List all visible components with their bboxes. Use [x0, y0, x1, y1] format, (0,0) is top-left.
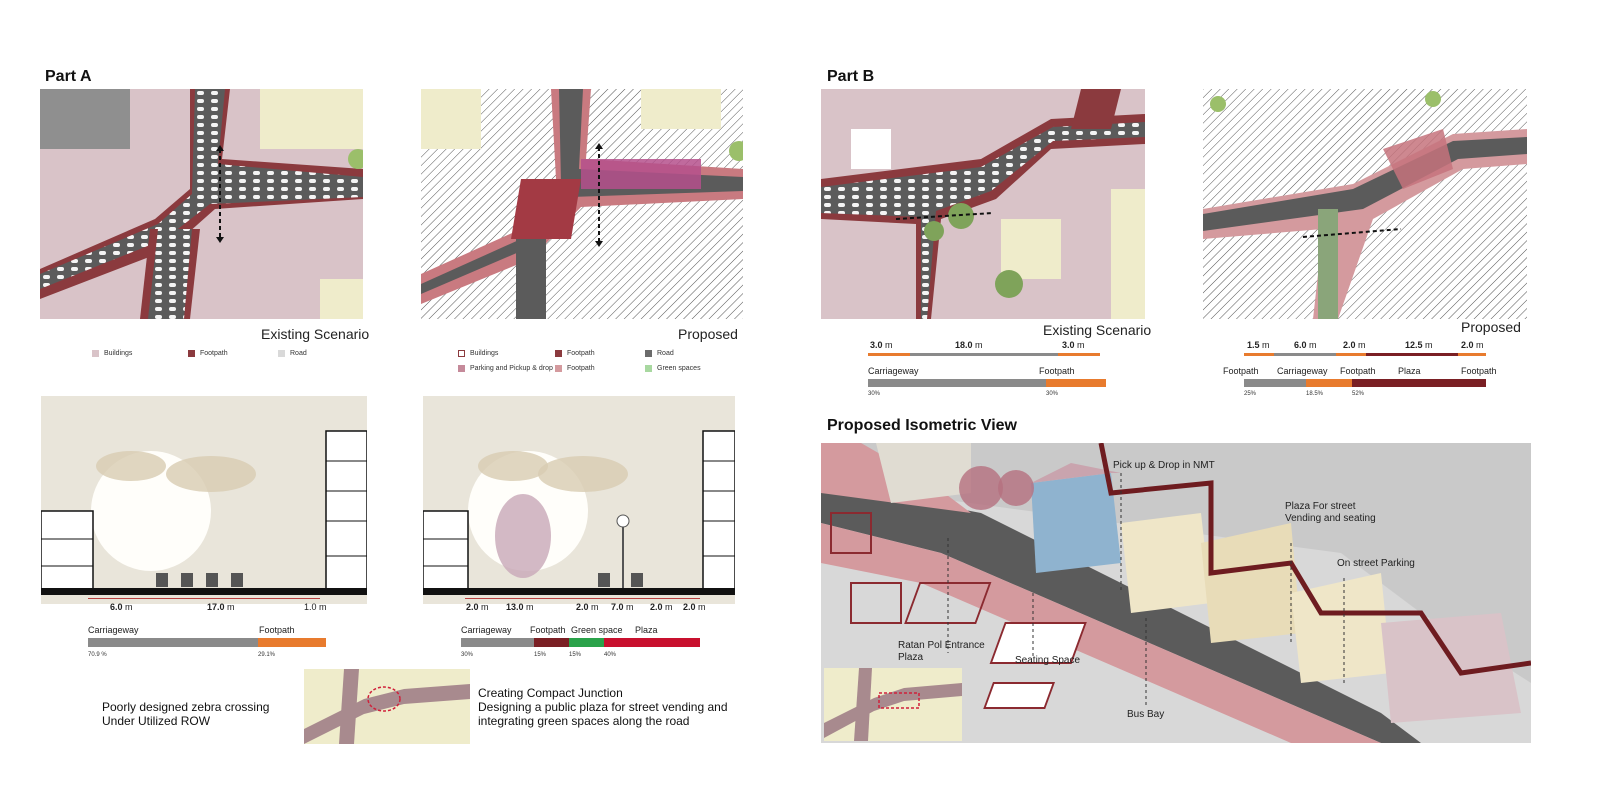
section-dim-line	[88, 598, 320, 599]
bar-label-plaza: Plaza	[635, 625, 658, 635]
bar-footpath	[258, 638, 326, 647]
dim-bar	[868, 353, 910, 356]
buildings-swatch	[458, 350, 465, 357]
note-existing: Poorly designed zebra crossing Under Utilized ROW	[102, 700, 270, 728]
pct-label: 40%	[604, 652, 617, 658]
dim-bar	[1336, 353, 1366, 356]
dim-label: 18.0 m	[955, 340, 983, 350]
bar-footpath	[1046, 379, 1106, 387]
iso-label-seating: Seating Space	[1015, 655, 1081, 666]
part-b-title: Part B	[827, 68, 875, 85]
bar-label-carriageway: Carriageway	[868, 366, 919, 376]
pct-label: 30%	[868, 391, 881, 397]
bar-carriageway	[1244, 379, 1306, 387]
section-dim-line	[465, 598, 700, 599]
buildings-swatch	[92, 350, 99, 357]
dim-label: 2.0 m	[576, 602, 599, 612]
pct-label: 30%	[1046, 391, 1059, 397]
iso-label-bus-bay: Bus Bay	[1127, 709, 1165, 720]
legend-item-buildings: Buildings	[458, 350, 498, 357]
legend-item-footpath: Footpath	[555, 350, 595, 357]
part-a-existing-section	[41, 396, 367, 604]
pct-label: 29.1%	[258, 652, 276, 658]
bar-plaza	[1352, 379, 1486, 387]
pct-label: 15%	[569, 652, 582, 658]
iso-label-parking: On street Parking	[1337, 558, 1415, 569]
iso-label-ratan-pol: Ratan Pol Entrance Plaza	[898, 640, 985, 663]
bar-label-footpath: Footpath	[1340, 366, 1376, 376]
road-swatch	[278, 350, 285, 357]
part-b-existing-plan	[821, 89, 1145, 319]
dim-label: 2.0 m	[1461, 340, 1484, 350]
part-a-existing-plan	[40, 89, 363, 319]
dim-label: 6.0 m	[110, 602, 133, 612]
dim-bar	[1058, 353, 1100, 356]
bar-green-space	[569, 638, 604, 647]
legend-item-road: Road	[278, 350, 307, 357]
dim-label: 3.0 m	[1062, 340, 1085, 350]
dim-label: 13.0 m	[506, 602, 534, 612]
bar-footpath	[534, 638, 569, 647]
part-a-title: Part A	[45, 68, 92, 85]
iso-label-plaza-vending: Plaza For street Vending and seating	[1285, 501, 1376, 524]
dim-bar	[1366, 353, 1458, 356]
part-b-proposed-caption: Proposed	[1461, 319, 1521, 335]
bar-label-carriageway: Carriageway	[461, 625, 512, 635]
legend-item-footpath: Footpath	[188, 350, 228, 357]
dim-label: 3.0 m	[870, 340, 893, 350]
dim-label: 17.0 m	[207, 602, 235, 612]
iso-key-map-thumbnail	[824, 668, 962, 741]
part-a-proposed-caption: Proposed	[678, 326, 738, 342]
dim-label: 12.5 m	[1405, 340, 1433, 350]
footpath-swatch	[555, 350, 562, 357]
iso-label-pickup: Pick up & Drop in NMT	[1113, 460, 1215, 471]
legend-item-parking: Parking and Pickup & drop	[458, 365, 553, 372]
dim-label: 2.0 m	[650, 602, 673, 612]
dim-label: 6.0 m	[1294, 340, 1317, 350]
bar-plaza	[604, 638, 700, 647]
pct-label: 25%	[1244, 391, 1257, 397]
footpath-swatch	[188, 350, 195, 357]
dim-label: 1.5 m	[1247, 340, 1270, 350]
bar-carriageway	[868, 379, 1046, 387]
dim-bar	[1458, 353, 1486, 356]
road-swatch	[645, 350, 652, 357]
iso-title: Proposed Isometric View	[827, 417, 1017, 434]
part-a-existing-caption: Existing Scenario	[261, 326, 370, 342]
part-b-proposed-plan	[1203, 89, 1527, 319]
pct-label: 52%	[1352, 391, 1365, 397]
dim-bar	[1274, 353, 1336, 356]
parking-swatch	[458, 365, 465, 372]
pct-label: 70.9 %	[88, 652, 107, 658]
bar-label-footpath: Footpath	[1461, 366, 1497, 376]
bar-label-footpath: Footpath	[1223, 366, 1259, 376]
dim-label: 2.0 m	[1343, 340, 1366, 350]
bar-carriageway	[461, 638, 534, 647]
dim-label: 7.0 m	[611, 602, 634, 612]
dim-label: 1.0 m	[304, 602, 327, 612]
pct-label: 18.5%	[1306, 391, 1324, 397]
part-a-proposed-section	[423, 396, 735, 604]
bar-label-footpath: Footpath	[1039, 366, 1075, 376]
bar-label-footpath: Footpath	[530, 625, 566, 635]
bar-label-carriageway: Carriageway	[88, 625, 139, 635]
bar-footpath	[1306, 379, 1352, 387]
legend-item-road: Road	[645, 350, 674, 357]
green-swatch	[645, 365, 652, 372]
dim-label: 2.0 m	[466, 602, 489, 612]
bar-label-carriageway: Carriageway	[1277, 366, 1328, 376]
footpath-swatch	[555, 365, 562, 372]
dim-label: 2.0 m	[683, 602, 706, 612]
bar-label-footpath: Footpath	[259, 625, 295, 635]
pct-label: 30%	[461, 652, 474, 658]
bar-label-green-space: Green space	[571, 625, 623, 635]
legend-item-green: Green spaces	[645, 365, 701, 372]
dim-bar	[1244, 353, 1274, 356]
dim-bar	[910, 353, 1058, 356]
key-map-thumbnail	[304, 669, 470, 744]
part-a-proposed-plan	[421, 89, 743, 319]
legend-item-footpath-2: Footpath	[555, 365, 595, 372]
legend-item-buildings: Buildings	[92, 350, 132, 357]
bar-carriageway	[88, 638, 258, 647]
bar-label-plaza: Plaza	[1398, 366, 1421, 376]
note-proposed: Creating Compact Junction Designing a public plaza for street vending and integrating green spaces along the road	[478, 686, 728, 728]
pct-label: 15%	[534, 652, 547, 658]
part-b-existing-caption: Existing Scenario	[1043, 322, 1152, 338]
